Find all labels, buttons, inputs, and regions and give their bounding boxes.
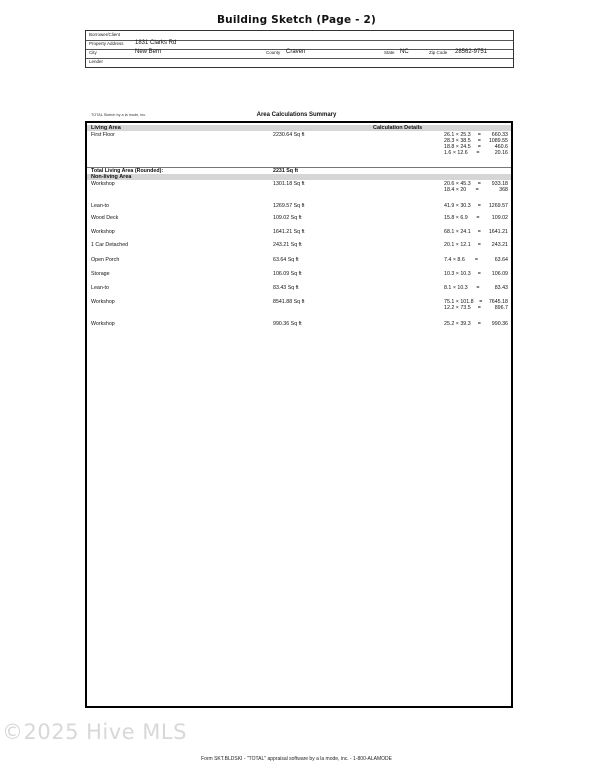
calc-line (444, 321, 508, 327)
area-name: 1 Car Detached (91, 242, 129, 248)
calc-result: 660.33 (491, 132, 508, 138)
property-header-table (85, 30, 514, 68)
calc-details (444, 285, 508, 291)
calc-result: 83.43 (494, 285, 508, 291)
calc-expression: 7.4 × 8.6 (444, 257, 465, 263)
area-value: 109.02 Sq ft (273, 215, 302, 221)
calc-result: 106.09 (491, 271, 508, 277)
calc-result: 1089.55 (488, 138, 508, 144)
state-label: State (384, 50, 395, 55)
calc-equals: = (474, 257, 478, 263)
calc-result: 20.16 (494, 150, 508, 156)
county-value: Craven (286, 49, 306, 55)
calc-equals: = (477, 138, 481, 144)
calc-details (444, 257, 508, 263)
calc-expression: 28.3 × 38.5 (444, 138, 471, 144)
zip-label: Zip Code (429, 50, 448, 55)
zip-value: 28562-9751 (455, 49, 488, 55)
calc-line (444, 271, 508, 277)
area-value: 1269.57 Sq ft (273, 203, 305, 209)
calc-equals: = (477, 305, 481, 311)
calc-line (444, 285, 508, 291)
borrower-label: Borrower/Client (89, 32, 121, 37)
calc-equals: = (477, 181, 481, 187)
calc-details (444, 203, 508, 209)
calc-equals: = (476, 215, 480, 221)
city-value: New Bern (135, 49, 162, 55)
area-name: Workshop (91, 321, 115, 327)
calc-result: 460.6 (494, 144, 508, 150)
calc-result: 109.02 (491, 215, 508, 221)
total-living-value: 2231 Sq ft (273, 168, 299, 174)
calc-result: 7645.18 (488, 299, 508, 305)
form-footer: Form SKT.BLDSKI - "TOTAL" appraisal software by a la mode, inc. - 1-800-ALAMODE (201, 756, 392, 762)
calc-equals: = (479, 299, 483, 305)
calc-expression: 25.2 × 39.3 (444, 321, 471, 327)
calc-line (444, 242, 508, 248)
property-address-label: Property Address (89, 41, 124, 46)
calc-expression: 20.6 × 45.3 (444, 181, 471, 187)
calc-line (444, 229, 508, 235)
calc-details (444, 271, 508, 277)
calc-equals: = (477, 229, 481, 235)
calc-line (444, 203, 508, 209)
area-value: 2230.64 Sq ft (273, 132, 305, 138)
calc-details (444, 215, 508, 221)
calc-result: 990.36 (491, 321, 508, 327)
calc-line (444, 215, 508, 221)
area-value: 106.09 Sq ft (273, 271, 302, 277)
nonliving-heading-bar (87, 174, 511, 180)
calc-expression: 18.4 × 20 (444, 187, 467, 193)
area-value: 990.36 Sq ft (273, 321, 302, 327)
calc-equals: = (477, 203, 481, 209)
area-value: 1641.21 Sq ft (273, 229, 305, 235)
calc-result: 243.21 (491, 242, 508, 248)
calc-equals: = (477, 144, 481, 150)
calc-equals: = (476, 150, 480, 156)
area-name: Wood Deck (91, 215, 119, 221)
calc-expression: 68.1 × 24.1 (444, 229, 471, 235)
calc-details (444, 229, 508, 235)
calc-expression: 75.1 × 101.8 (444, 299, 474, 305)
calc-equals: = (476, 285, 480, 291)
area-value: 1301.18 Sq ft (273, 181, 305, 187)
lender-row (86, 58, 513, 67)
calc-expression: 1.6 × 12.6 (444, 150, 468, 156)
living-area-heading-bar (87, 125, 511, 131)
area-name: First Floor (91, 132, 115, 138)
calc-details (444, 321, 508, 327)
calc-result: 933.18 (491, 181, 508, 187)
summary-title: Area Calculations Summary (256, 112, 337, 118)
calc-line (444, 305, 508, 311)
sketch-software-label: TOTAL Sketch by a la mode, inc. (91, 113, 147, 117)
calc-equals: = (477, 271, 481, 277)
calc-result: 896.7 (494, 305, 508, 311)
living-area-heading: Living Area (91, 125, 121, 131)
area-name: Storage (91, 271, 110, 277)
area-name: Workshop (91, 181, 115, 187)
calc-details (444, 132, 508, 156)
calc-expression: 8.1 × 10.3 (444, 285, 468, 291)
page-title: Building Sketch (Page - 2) (216, 14, 377, 26)
calc-expression: 20.1 × 12.1 (444, 242, 471, 248)
nonliving-heading: Non-living Area (91, 174, 132, 180)
area-value: 243.21 Sq ft (273, 242, 302, 248)
calc-result: 1641.21 (488, 229, 508, 235)
calc-expression: 10.3 × 10.3 (444, 271, 471, 277)
area-name: Lean-to (91, 203, 109, 209)
calc-equals: = (475, 187, 479, 193)
county-label: County (266, 50, 281, 55)
area-value: 8541.88 Sq ft (273, 299, 305, 305)
area-value: 63.64 Sq ft (273, 257, 299, 263)
calc-expression: 41.9 × 30.3 (444, 203, 471, 209)
calc-details (444, 242, 508, 248)
calc-details (444, 299, 508, 311)
area-name: Open Porch (91, 257, 120, 263)
calc-line (444, 150, 508, 156)
area-name: Workshop (91, 299, 115, 305)
calc-result: 63.64 (494, 257, 508, 263)
area-name: Lean-to (91, 285, 109, 291)
calc-expression: 12.2 × 73.5 (444, 305, 471, 311)
calc-equals: = (477, 321, 481, 327)
city-label: City (89, 50, 97, 55)
calc-expression: 26.1 × 25.3 (444, 132, 471, 138)
calc-line (444, 257, 508, 263)
area-name: Workshop (91, 229, 115, 235)
calc-result: 1269.57 (488, 203, 508, 209)
area-calculations-box (85, 121, 513, 708)
calc-result: 368 (499, 187, 508, 193)
calc-details (444, 181, 508, 193)
calc-equals: = (477, 132, 481, 138)
watermark: ©2025 Hive MLS (2, 720, 187, 744)
lender-label: Lender (89, 59, 104, 64)
state-value: NC (400, 49, 409, 55)
calc-details-heading: Calculation Details (373, 125, 423, 131)
total-living-label: Total Living Area (Rounded): (91, 168, 164, 174)
calc-expression: 15.8 × 6.9 (444, 215, 468, 221)
area-value: 83.43 Sq ft (273, 285, 299, 291)
property-address-value: 1831 Clarks Rd (135, 40, 177, 46)
calc-equals: = (477, 242, 481, 248)
calc-expression: 18.8 × 24.5 (444, 144, 471, 150)
calc-line (444, 187, 508, 193)
